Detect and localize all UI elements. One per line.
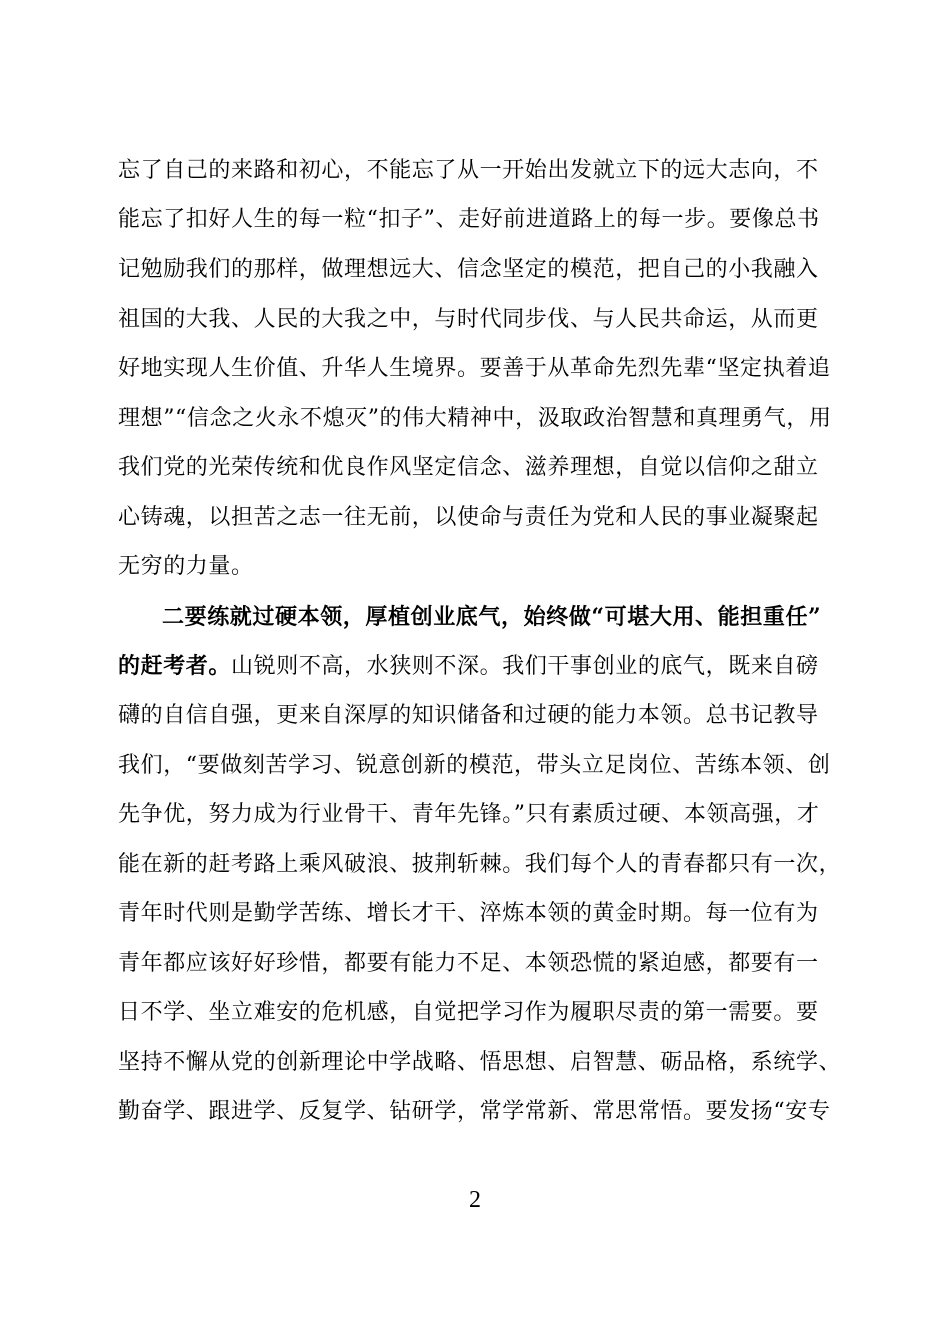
text-line (118, 303, 848, 337)
line-text: 日不学、坐立难安的危机感，自觉把学习作为履职尽责的第一需要。要 (118, 1000, 819, 1025)
section-heading: 二要练就过硬本领，厚植创业底气，始终做“可堪大用、能担重任” (162, 604, 822, 630)
text-line (118, 451, 848, 485)
text-line (118, 550, 848, 584)
line-text: 理想”“信念之火永不熄灭”的伟大精神中，汲取政治智慧和真理勇气，用 (118, 406, 832, 431)
text-line (118, 1095, 848, 1129)
line-text: 能在新的赶考路上乘风破浪、披荆斩棘。我们每个人的青春都只有一次， (118, 852, 842, 877)
line-text: 无穷的力量。 (118, 554, 254, 579)
line-text: 勤奋学、跟进学、反复学、钻研学，常学常新、常思常悟。要发扬“安专 (118, 1099, 831, 1124)
section-heading-line (162, 600, 852, 634)
line-text: 心铸魂，以担苦之志一往无前，以使命与责任为党和人民的事业凝聚起 (118, 505, 819, 530)
text-line (118, 501, 848, 535)
line-text: 山锐则不高，水狭则不深。我们干事创业的底气，既来自磅 (231, 654, 819, 679)
line-text: 好地实现人生价值、升华人生境界。要善于从革命先烈先辈“坚定执着追 (118, 356, 831, 381)
text-line (118, 154, 848, 188)
text-line (118, 203, 848, 237)
text-line (118, 749, 848, 783)
line-text: 我们党的光荣传统和优良作风坚定信念、滋养理想，自觉以信仰之甜立 (118, 455, 819, 480)
line-text: 祖国的大我、人民的大我之中，与时代同步伐、与人民共命运，从而更 (118, 307, 819, 332)
page-number: 2 (469, 1187, 481, 1213)
line-text: 礴的自信自强，更来自深厚的知识储备和过硬的能力本领。总书记教导 (118, 703, 819, 728)
line-text: 坚持不懈从党的创新理论中学战略、悟思想、启智慧、砺品格，系统学、 (118, 1050, 842, 1075)
text-line (118, 352, 848, 386)
line-text: 青年都应该好好珍惜，都要有能力不足、本领恐慌的紧迫感，都要有一 (118, 951, 819, 976)
text-line (118, 798, 848, 832)
text-line (118, 897, 848, 931)
text-line (118, 649, 848, 683)
text-line (118, 253, 848, 287)
line-text: 先争优，努力成为行业骨干、青年先锋。”只有素质过硬、本领高强，才 (118, 802, 820, 827)
text-line (118, 402, 848, 436)
text-line (118, 848, 848, 882)
text-line (118, 699, 848, 733)
text-line (118, 947, 848, 981)
line-text: 能忘了扣好人生的每一粒“扣子”、走好前进道路上的每一步。要像总书 (118, 207, 820, 232)
section-heading-end: 的赶考者。 (118, 653, 232, 679)
line-text: 青年时代则是勤学苦练、增长才干、淬炼本领的黄金时期。每一位有为 (118, 901, 819, 926)
line-text: 我们，“要做刻苦学习、锐意创新的模范，带头立足岗位、苦练本领、创 (118, 753, 831, 778)
line-text: 记勉励我们的那样，做理想远大、信念坚定的模范，把自己的小我融入 (118, 257, 819, 282)
text-line (118, 996, 848, 1030)
text-line (118, 1046, 848, 1080)
line-text: 忘了自己的来路和初心，不能忘了从一开始出发就立下的远大志向，不 (118, 158, 819, 183)
